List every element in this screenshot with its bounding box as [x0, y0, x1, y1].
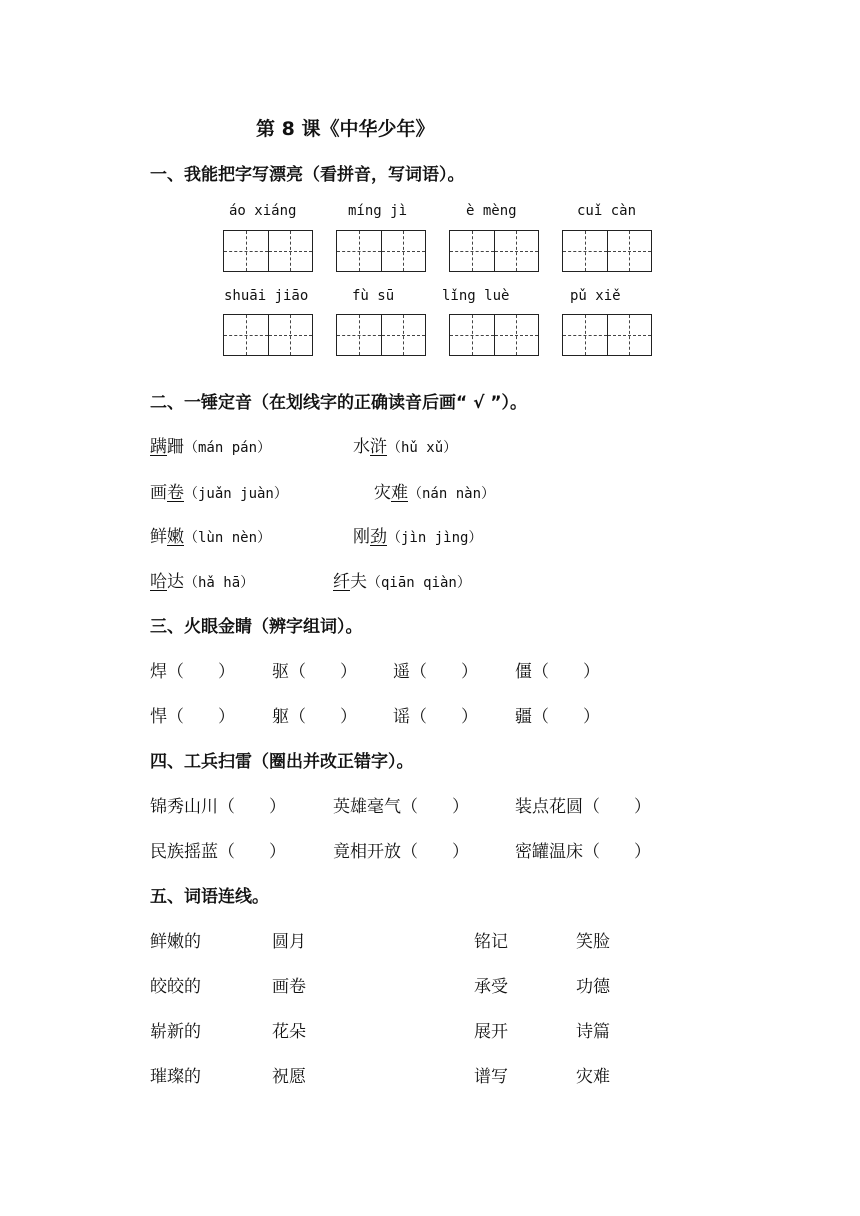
- reading-item[interactable]: 蹒跚（mán pán）: [150, 437, 272, 457]
- reading-item[interactable]: 灾难（nán nàn）: [374, 483, 496, 503]
- word-group-item[interactable]: 悍（ ）: [150, 707, 235, 727]
- reading-item[interactable]: 水浒（hǔ xǔ）: [353, 437, 458, 457]
- match-word[interactable]: 笑脸: [576, 932, 610, 952]
- pinyin-label: cuǐ càn: [577, 203, 637, 219]
- pinyin-label: fù sū: [352, 288, 395, 304]
- match-word[interactable]: 画卷: [272, 977, 306, 997]
- pinyin-label: pǔ xiě: [570, 288, 621, 304]
- reading-item[interactable]: 哈达（hǎ hā）: [150, 572, 255, 592]
- match-word[interactable]: 谱写: [474, 1067, 508, 1087]
- pinyin-label: lǐng luè: [442, 288, 510, 304]
- section-2-heading: 二、一锤定音（在划线字的正确读音后画“ √ ”）。: [150, 393, 528, 413]
- word-group-item[interactable]: 躯（ ）: [272, 707, 357, 727]
- typo-item[interactable]: 民族摇蓝（ ）: [150, 842, 286, 862]
- typo-item[interactable]: 锦秀山川（ ）: [150, 797, 286, 817]
- match-word[interactable]: 鲜嫩的: [150, 932, 201, 952]
- writing-grid[interactable]: [449, 230, 539, 272]
- match-word[interactable]: 功德: [576, 977, 610, 997]
- section-4-heading: 四、工兵扫雷（圈出并改正错字）。: [150, 752, 414, 772]
- match-word[interactable]: 铭记: [474, 932, 508, 952]
- reading-item[interactable]: 鲜嫩（lùn nèn）: [150, 527, 272, 547]
- writing-grid[interactable]: [562, 314, 652, 356]
- writing-grid[interactable]: [223, 314, 313, 356]
- lesson-title: 第 8 课《中华少年》: [256, 118, 435, 140]
- reading-item[interactable]: 纤夫（qiān qiàn）: [333, 572, 471, 592]
- word-group-item[interactable]: 驱（ ）: [272, 662, 357, 682]
- match-word[interactable]: 承受: [474, 977, 508, 997]
- word-group-item[interactable]: 僵（ ）: [515, 662, 600, 682]
- match-word[interactable]: 崭新的: [150, 1022, 201, 1042]
- match-word[interactable]: 皎皎的: [150, 977, 201, 997]
- reading-item[interactable]: 刚劲（jìn jìng）: [353, 527, 483, 547]
- section-3-heading: 三、火眼金睛（辨字组词）。: [150, 617, 363, 637]
- pinyin-label: shuāi jiāo: [224, 288, 309, 304]
- writing-grid[interactable]: [562, 230, 652, 272]
- match-word[interactable]: 璀璨的: [150, 1067, 201, 1087]
- writing-grid[interactable]: [336, 230, 426, 272]
- typo-item[interactable]: 密罐温床（ ）: [515, 842, 651, 862]
- word-group-item[interactable]: 谣（ ）: [393, 707, 478, 727]
- writing-grid[interactable]: [449, 314, 539, 356]
- typo-item[interactable]: 英雄毫气（ ）: [333, 797, 469, 817]
- typo-item[interactable]: 装点花圆（ ）: [515, 797, 651, 817]
- word-group-item[interactable]: 焊（ ）: [150, 662, 235, 682]
- match-word[interactable]: 灾难: [576, 1067, 610, 1087]
- reading-item[interactable]: 画卷（juǎn juàn）: [150, 483, 288, 503]
- match-word[interactable]: 展开: [474, 1022, 508, 1042]
- section-5-heading: 五、词语连线。: [150, 887, 269, 907]
- word-group-item[interactable]: 疆（ ）: [515, 707, 600, 727]
- section-1-heading: 一、我能把字写漂亮（看拼音，写词语）。: [150, 165, 465, 185]
- match-word[interactable]: 诗篇: [576, 1022, 610, 1042]
- pinyin-label: míng jì: [348, 203, 408, 219]
- pinyin-label: è mèng: [466, 203, 517, 219]
- match-word[interactable]: 圆月: [272, 932, 306, 952]
- word-group-item[interactable]: 遥（ ）: [393, 662, 478, 682]
- match-word[interactable]: 祝愿: [272, 1067, 306, 1087]
- typo-item[interactable]: 竟相开放（ ）: [333, 842, 469, 862]
- pinyin-label: áo xiáng: [229, 203, 297, 219]
- writing-grid[interactable]: [336, 314, 426, 356]
- writing-grid[interactable]: [223, 230, 313, 272]
- match-word[interactable]: 花朵: [272, 1022, 306, 1042]
